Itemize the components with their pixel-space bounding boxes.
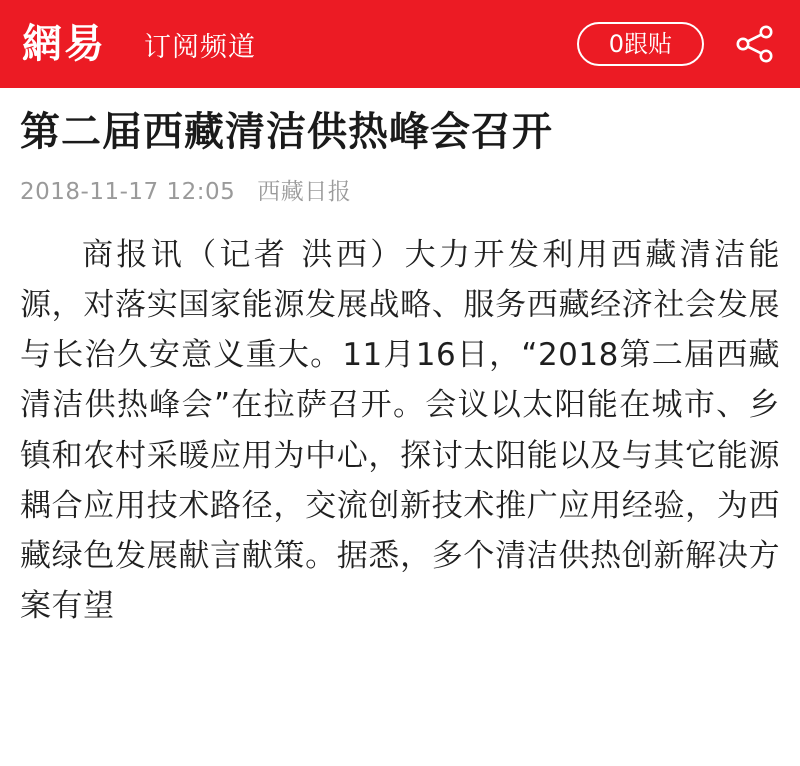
article-body-paragraph: 商报讯（记者 洪西）大力开发利用西藏清洁能源，对落实国家能源发展战略、服务西藏经济社会发展与长治久安意义重大。11月16日，“2018第二届西藏清洁供热峰会”在拉萨召开。会议以太阳能在城市、乡镇和农村采暖应用为中心，探讨太阳能以及与其它能源耦合应用技术路径，交流创新技术推广应用经验，为西藏绿色发展献言献策。据悉，多个清洁供热创新解决方案有望: [20, 236, 780, 625]
subscribe-channel-link[interactable]: 订阅频道: [144, 31, 256, 63]
app-header: [0, 0, 800, 88]
publish-date: 2018-11-17 12:05: [20, 178, 236, 205]
page-title: 第二届西藏清洁供热峰会召开: [20, 109, 553, 155]
article-container: [0, 88, 800, 632]
header-actions: [577, 21, 778, 67]
netease-logo[interactable]: 網易: [22, 21, 106, 67]
article-meta: [20, 173, 780, 206]
share-icon[interactable]: [732, 21, 778, 67]
comment-count-button[interactable]: 0跟贴: [577, 22, 704, 66]
article-source: 西藏日报: [257, 178, 352, 205]
